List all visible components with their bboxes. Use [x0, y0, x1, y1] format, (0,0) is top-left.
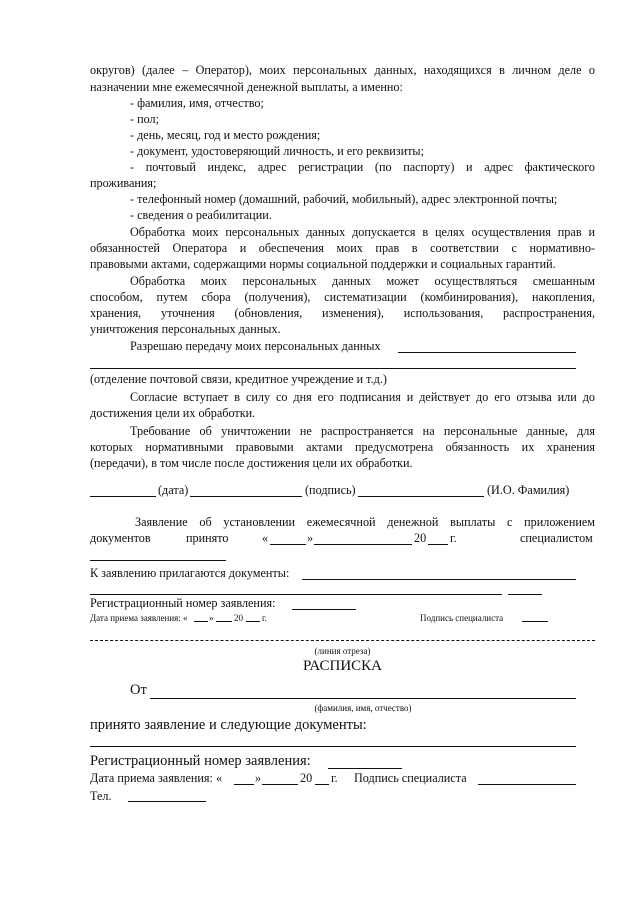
list-item: - пол; [130, 112, 160, 126]
acceptance-year-field[interactable] [428, 544, 448, 545]
paragraph-line: которых нормативными правовыми актами предусмотрена обязанность их хранения [90, 440, 595, 454]
transfer-hint: (отделение почтовой связи, кредитное учреждение и т.д.) [90, 372, 387, 386]
attachments-field-line2b[interactable] [508, 594, 542, 595]
reg-number-field-big[interactable] [328, 768, 402, 769]
acceptance-word: специалистом [520, 531, 593, 545]
accepted-docs-label: принято заявление и следующие документы: [90, 717, 367, 733]
specialist-field[interactable] [90, 560, 226, 561]
acceptance-word: принято [186, 531, 229, 545]
date-field[interactable] [90, 496, 156, 497]
receipt-year-field-big[interactable] [315, 784, 329, 785]
receipt-month-field-big[interactable] [262, 784, 298, 785]
acceptance-year-prefix: 20 [414, 531, 427, 545]
acceptance-line: Заявление об установлении ежемесячной денежной выплаты с приложением [135, 515, 595, 529]
paragraph-line: способом, путем сбора (получения), систематизации (комбинирования), накопления, [90, 290, 595, 304]
attachments-field-line2[interactable] [90, 594, 502, 595]
attachments-label: К заявлению прилагаются документы: [90, 566, 290, 580]
list-item: - документ, удостоверяющий личность, и его реквизиты; [130, 144, 424, 158]
receipt-quote-close: » [209, 613, 214, 623]
list-item: - почтовый индекс, адрес регистрации (по паспорту) и адрес фактического [130, 160, 595, 174]
specialist-signature-label-big: Подпись специалиста [354, 771, 467, 785]
paragraph-line: Согласие вступает в силу со дня его подписания и действует до его отзыва или до [130, 390, 595, 404]
paragraph-line: Требование об уничтожении не распространяется на персональные данные, для [130, 424, 595, 438]
from-field[interactable] [150, 698, 576, 699]
receipt-year-suffix: г. [262, 613, 267, 623]
specialist-signature-label: Подпись специалиста [420, 613, 504, 623]
paragraph-line: Обработка моих персональных данных допускается в целях осуществления прав и [130, 225, 595, 239]
from-hint: (фамилия, имя, отчество) [314, 703, 412, 713]
receipt-year-suffix-big: г. [331, 771, 338, 785]
cut-line-label: (линия отреза) [314, 646, 371, 656]
receipt-quote-close-big: » [255, 771, 262, 785]
acceptance-quote-open: « [262, 531, 269, 545]
reg-number-label: Регистрационный номер заявления: [90, 596, 276, 610]
receipt-day-field-big[interactable] [234, 784, 254, 785]
transfer-recipient-field-line2[interactable] [90, 368, 576, 369]
date-label: (дата) [158, 483, 189, 497]
receipt-year-prefix: 20 [234, 613, 243, 623]
acceptance-year-suffix: г. [450, 531, 457, 545]
paragraph-line: уничтожения персональных данных. [90, 322, 281, 336]
paragraph-line: Обработка моих персональных данных может осуществляться смешанным [130, 274, 595, 288]
specialist-signature-field[interactable] [522, 621, 548, 622]
paragraph-line: округов) (далее – Оператор), моих персональных данных, находящихся в личном деле о [90, 63, 595, 77]
from-label: От [130, 682, 147, 698]
paragraph-line: правовыми актами, содержащими нормы социальной поддержки и социальных гарантий. [90, 257, 556, 271]
list-item: - телефонный номер (домашний, рабочий, мобильный), адрес электронной почты; [130, 192, 558, 206]
acceptance-quote-close: » [307, 531, 314, 545]
paragraph-line: хранения, уточнения (обновления, изменения), использования, распространения, [90, 306, 595, 320]
specialist-signature-field-big[interactable] [478, 784, 576, 785]
acceptance-word: документов [90, 531, 151, 545]
name-label: (И.О. Фамилия) [487, 483, 570, 497]
reg-number-field[interactable] [292, 609, 356, 610]
reg-number-label-big: Регистрационный номер заявления: [90, 753, 311, 769]
acceptance-month-field[interactable] [314, 544, 412, 545]
name-field[interactable] [358, 496, 484, 497]
phone-field[interactable] [128, 801, 206, 802]
receipt-date-label: Дата приема заявления: « [90, 613, 188, 623]
receipt-year-field[interactable] [246, 621, 260, 622]
receipt-title: РАСПИСКА [302, 658, 383, 674]
receipt-day-field[interactable] [194, 621, 208, 622]
phone-label: Тел. [90, 789, 112, 803]
paragraph-line: достижения цели их обработки. [90, 406, 256, 420]
paragraph-line: (передачи), в том числе после достижения цели их обработки. [90, 456, 413, 470]
receipt-year-prefix-big: 20 [300, 771, 313, 785]
acceptance-day-field[interactable] [270, 544, 306, 545]
transfer-recipient-field[interactable] [398, 352, 576, 353]
signature-field[interactable] [190, 496, 302, 497]
accepted-docs-field[interactable] [90, 746, 576, 747]
list-item: проживания; [90, 176, 157, 190]
receipt-date-label-big: Дата приема заявления: « [90, 771, 223, 785]
list-item: - фамилия, имя, отчество; [130, 96, 264, 110]
signature-label: (подпись) [305, 483, 356, 497]
attachments-field[interactable] [302, 579, 576, 580]
list-item: - сведения о реабилитации. [130, 208, 272, 222]
transfer-permission: Разрешаю передачу моих персональных данных [130, 339, 381, 353]
paragraph-line: обязанностей Оператора и обеспечения моих прав в соответствии с нормативно- [90, 241, 595, 255]
paragraph-line: назначении мне ежемесячной денежной выплаты, а именно: [90, 80, 403, 94]
receipt-month-field[interactable] [216, 621, 232, 622]
cut-line [90, 640, 595, 641]
list-item: - день, месяц, год и место рождения; [130, 128, 321, 142]
